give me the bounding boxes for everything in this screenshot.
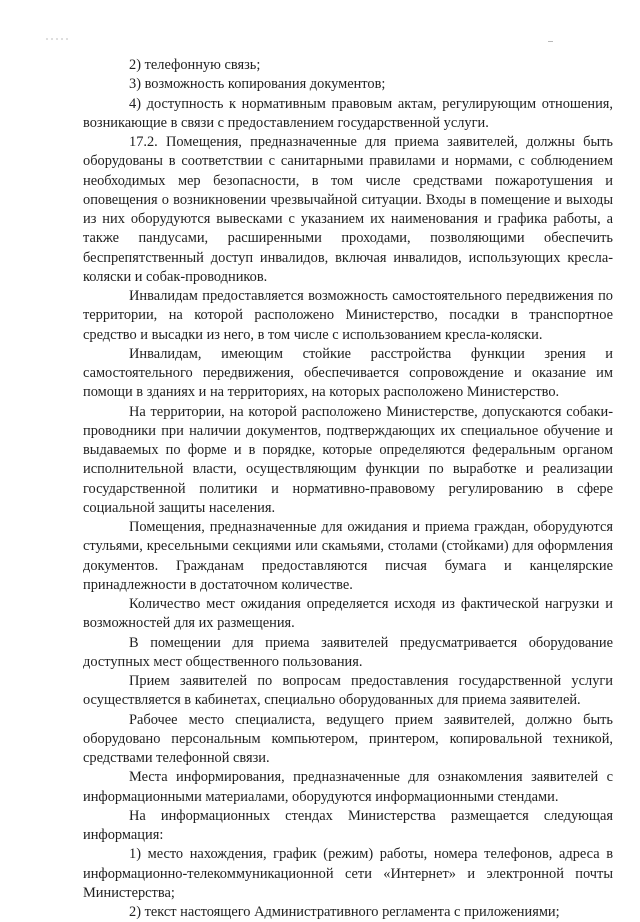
paragraph-waiting-premises: Помещения, предназначенные для ожидания и приема граждан, оборудуются стульями, кресельными секциями или скамьями, столами (стойками) для оформления документов. Гражданам предоставляются писчая бумага и канцелярские принадлежности в достаточном количестве. bbox=[83, 519, 613, 593]
paragraph-reception-offices: Прием заявителей по вопросам предоставления государственной услуги осуществляется в кабинетах, специально оборудованных для приема заявителей. bbox=[83, 673, 613, 709]
document-body bbox=[83, 56, 613, 922]
paragraph-public-facilities: В помещении для приема заявителей предусматривается оборудование доступных мест общественного пользования. bbox=[83, 634, 613, 670]
paragraph-disabled-movement: Инвалидам предоставляется возможность самостоятельного передвижения по территории, на которой расположено Министерство, посадки в транспортное средство и высадки из него, в том числе с использованием кресла-коляски. bbox=[83, 288, 613, 343]
paragraph-premises-requirements: 17.2. Помещения, предназначенные для приема заявителей, должны быть оборудованы в соответствии с санитарными правилами и нормами, с соблюдением необходимых мер безопасности, в том числе средствами пожаротушения и оповещения о возникновении чрезвычайной ситуации. Входы в помещение и выходы из них оборудуются вывесками с указанием их наименования и графика работы, а также пандусами, расширенными проходами, позволяющими обеспечить беспрепятственный доступ инвалидов, включая инвалидов, использующих кресла-коляски и собак-проводников. bbox=[83, 134, 613, 285]
list-item-location-schedule: 1) место нахождения, график (режим) работы, номера телефонов, адреса в информационно-телекоммуникационной сети «Интернет» и электронной почты Министерства; bbox=[83, 846, 613, 901]
scan-artifact bbox=[548, 41, 553, 42]
scan-artifact bbox=[46, 38, 70, 40]
paragraph-info-stands: На информационных стендах Министерства размещается следующая информация: bbox=[83, 807, 613, 843]
paragraph-guide-dogs: На территории, на которой расположено Министерстве, допускаются собаки-проводники при наличии документов, подтверждающих их специальное обучение и выдаваемых по форме и в порядке, которые определяются федеральным органом исполнительной власти, осуществляющим функции по выработке и реализации государственной политики и нормативно-правовому регулированию в сфере социальной защиты населения. bbox=[83, 403, 613, 516]
paragraph-info-places: Места информирования, предназначенные для ознакомления заявителей с информационными материалами, оборудуются информационными стендами. bbox=[83, 769, 613, 805]
paragraph-waiting-places: Количество мест ожидания определяется исходя из фактической нагрузки и возможностей для их размещения. bbox=[83, 596, 613, 632]
list-item-legal-acts: 4) доступность к нормативным правовым актам, регулирующим отношения, возникающие в связи с предоставлением государственной услуги. bbox=[83, 95, 613, 131]
list-item-regulation-text: 2) текст настоящего Административного регламента с приложениями; bbox=[129, 904, 560, 920]
paragraph-vision-impaired: Инвалидам, имеющим стойкие расстройства функции зрения и самостоятельного передвижения, обеспечивается сопровождение и оказание им помощи в зданиях и на территориях, на которых расположено Министерство. bbox=[83, 345, 613, 401]
list-item-telephone: 2) телефонную связь; bbox=[129, 57, 261, 73]
list-item-copying: 3) возможность копирования документов; bbox=[129, 76, 386, 93]
paragraph-workplace: Рабочее место специалиста, ведущего прием заявителей, должно быть оборудовано персональным компьютером, принтером, копировальной техникой, средствами телефонной связи. bbox=[83, 711, 613, 766]
